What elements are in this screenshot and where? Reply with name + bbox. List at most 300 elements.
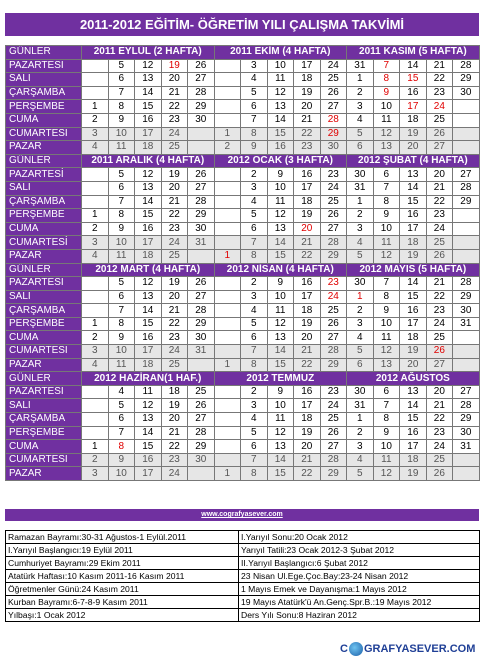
date-cell bbox=[214, 168, 241, 182]
date-cell: 11 bbox=[267, 304, 294, 318]
month-header: 2012 ŞUBAT (4 HAFTA) bbox=[347, 154, 480, 168]
date-cell: 31 bbox=[347, 399, 374, 413]
date-cell: 13 bbox=[373, 141, 400, 155]
date-cell: 7 bbox=[108, 426, 135, 440]
info-row bbox=[6, 596, 480, 609]
date-cell: 7 bbox=[373, 399, 400, 413]
date-cell: 22 bbox=[294, 127, 321, 141]
date-cell: 24 bbox=[320, 59, 347, 73]
day-name: ÇARŞAMBA bbox=[6, 86, 82, 100]
date-cell bbox=[214, 304, 241, 318]
date-cell: 28 bbox=[320, 236, 347, 250]
date-cell: 16 bbox=[267, 141, 294, 155]
date-cell: 14 bbox=[400, 181, 427, 195]
date-cell: 7 bbox=[108, 86, 135, 100]
date-cell: 12 bbox=[373, 345, 400, 359]
date-cell: 16 bbox=[135, 113, 162, 127]
date-cell: 9 bbox=[108, 113, 135, 127]
website-link[interactable]: www.cografyasever.com bbox=[5, 509, 479, 521]
date-cell: 14 bbox=[135, 86, 162, 100]
date-cell: 5 bbox=[241, 317, 268, 331]
date-cell: 13 bbox=[267, 222, 294, 236]
date-cell bbox=[214, 399, 241, 413]
date-cell: 3 bbox=[241, 290, 268, 304]
date-cell bbox=[214, 100, 241, 114]
date-cell: 27 bbox=[320, 222, 347, 236]
date-cell: 13 bbox=[135, 181, 162, 195]
week-day-row bbox=[6, 345, 480, 359]
week-day-row bbox=[6, 467, 480, 481]
date-cell: 9 bbox=[108, 453, 135, 467]
week-day-row bbox=[6, 440, 480, 454]
date-cell: 2 bbox=[347, 426, 374, 440]
date-cell: 2 bbox=[347, 304, 374, 318]
date-cell: 30 bbox=[453, 426, 480, 440]
date-cell: 19 bbox=[400, 249, 427, 263]
info-table bbox=[5, 530, 480, 622]
info-cell: Ramazan Bayramı:30-31 Ağustos-1 Eylül.2011 bbox=[6, 531, 239, 544]
date-cell bbox=[82, 59, 109, 73]
month-header-row bbox=[6, 372, 480, 386]
date-cell bbox=[214, 440, 241, 454]
date-cell: 1 bbox=[214, 358, 241, 372]
day-name: PAZAR bbox=[6, 141, 82, 155]
date-cell bbox=[214, 413, 241, 427]
date-cell: 19 bbox=[294, 209, 321, 223]
date-cell: 18 bbox=[294, 195, 321, 209]
date-cell: 16 bbox=[135, 222, 162, 236]
date-cell: 27 bbox=[426, 141, 453, 155]
info-cell: Öğretmenler Günü:24 Kasım 2011 bbox=[6, 583, 239, 596]
date-cell: 3 bbox=[82, 127, 109, 141]
date-cell: 7 bbox=[108, 195, 135, 209]
date-cell: 28 bbox=[453, 277, 480, 291]
date-cell: 12 bbox=[267, 86, 294, 100]
week-day-row bbox=[6, 222, 480, 236]
date-cell: 11 bbox=[373, 113, 400, 127]
date-cell: 20 bbox=[161, 73, 188, 87]
month-header: 2012 AĞUSTOS bbox=[347, 372, 480, 386]
date-cell: 19 bbox=[161, 399, 188, 413]
date-cell: 2 bbox=[241, 168, 268, 182]
date-cell: 20 bbox=[294, 331, 321, 345]
site-logo bbox=[340, 640, 475, 658]
date-cell: 2 bbox=[82, 453, 109, 467]
date-cell: 28 bbox=[320, 345, 347, 359]
date-cell: 8 bbox=[241, 249, 268, 263]
date-cell: 17 bbox=[400, 100, 427, 114]
date-cell: 20 bbox=[294, 100, 321, 114]
date-cell: 16 bbox=[294, 385, 321, 399]
day-name: SALI bbox=[6, 399, 82, 413]
info-cell: 19 Mayıs Atatürk'ü An.Genç.Spr.B.:19 Mayıs 2012 bbox=[239, 596, 480, 609]
date-cell: 15 bbox=[267, 249, 294, 263]
date-cell: 23 bbox=[320, 277, 347, 291]
date-cell: 12 bbox=[373, 127, 400, 141]
date-cell: 14 bbox=[135, 304, 162, 318]
logo-prefix: C bbox=[340, 643, 348, 655]
date-cell: 5 bbox=[241, 209, 268, 223]
date-cell: 2 bbox=[214, 141, 241, 155]
date-cell: 10 bbox=[267, 181, 294, 195]
date-cell: 23 bbox=[161, 331, 188, 345]
date-cell: 24 bbox=[426, 222, 453, 236]
date-cell: 3 bbox=[347, 100, 374, 114]
date-cell: 14 bbox=[135, 195, 162, 209]
date-cell: 3 bbox=[347, 440, 374, 454]
date-cell: 5 bbox=[108, 277, 135, 291]
week-day-row bbox=[6, 209, 480, 223]
date-cell: 9 bbox=[241, 141, 268, 155]
date-cell: 7 bbox=[241, 453, 268, 467]
date-cell: 1 bbox=[214, 249, 241, 263]
date-cell: 4 bbox=[347, 113, 374, 127]
date-cell: 22 bbox=[426, 290, 453, 304]
date-cell: 20 bbox=[426, 168, 453, 182]
date-cell: 24 bbox=[320, 290, 347, 304]
date-cell: 28 bbox=[453, 181, 480, 195]
date-cell: 4 bbox=[82, 249, 109, 263]
date-cell: 5 bbox=[347, 127, 374, 141]
date-cell: 1 bbox=[214, 467, 241, 481]
date-cell: 14 bbox=[267, 453, 294, 467]
date-cell: 10 bbox=[108, 345, 135, 359]
month-header: 2011 KASIM (5 HAFTA) bbox=[347, 46, 480, 60]
date-cell: 3 bbox=[241, 59, 268, 73]
date-cell: 26 bbox=[320, 209, 347, 223]
date-cell: 9 bbox=[373, 304, 400, 318]
date-cell: 8 bbox=[241, 358, 268, 372]
date-cell: 28 bbox=[453, 399, 480, 413]
date-cell bbox=[82, 86, 109, 100]
date-cell bbox=[453, 209, 480, 223]
info-row bbox=[6, 557, 480, 570]
date-cell: 8 bbox=[373, 73, 400, 87]
date-cell: 29 bbox=[188, 100, 215, 114]
date-cell: 21 bbox=[294, 113, 321, 127]
date-cell: 31 bbox=[453, 440, 480, 454]
date-cell: 23 bbox=[161, 222, 188, 236]
date-cell: 25 bbox=[320, 73, 347, 87]
date-cell: 1 bbox=[347, 290, 374, 304]
date-cell: 11 bbox=[108, 141, 135, 155]
date-cell: 21 bbox=[161, 426, 188, 440]
date-cell: 12 bbox=[267, 426, 294, 440]
week-day-row bbox=[6, 73, 480, 87]
month-header: 2012 HAZİRAN(1 HAF.) bbox=[82, 372, 215, 386]
date-cell: 6 bbox=[108, 73, 135, 87]
date-cell: 23 bbox=[294, 141, 321, 155]
date-cell: 6 bbox=[373, 385, 400, 399]
date-cell: 14 bbox=[135, 426, 162, 440]
date-cell: 16 bbox=[400, 209, 427, 223]
info-cell: I.Yarıyıl Sonu:20 Ocak 2012 bbox=[239, 531, 480, 544]
date-cell: 16 bbox=[294, 168, 321, 182]
date-cell: 7 bbox=[108, 304, 135, 318]
month-header: 2012 MART (4 HAFTA) bbox=[82, 263, 215, 277]
date-cell: 10 bbox=[108, 467, 135, 481]
date-cell bbox=[214, 345, 241, 359]
date-cell: 19 bbox=[400, 345, 427, 359]
date-cell bbox=[453, 249, 480, 263]
info-cell: Yılbaşı:1 Ocak 2012 bbox=[6, 609, 239, 622]
week-day-row bbox=[6, 86, 480, 100]
date-cell bbox=[453, 358, 480, 372]
date-cell: 1 bbox=[82, 440, 109, 454]
month-header-row bbox=[6, 154, 480, 168]
date-cell: 14 bbox=[400, 399, 427, 413]
date-cell: 25 bbox=[426, 113, 453, 127]
date-cell: 27 bbox=[320, 100, 347, 114]
date-cell: 11 bbox=[108, 358, 135, 372]
date-cell bbox=[453, 236, 480, 250]
date-cell: 27 bbox=[188, 413, 215, 427]
date-cell: 3 bbox=[82, 236, 109, 250]
date-cell bbox=[82, 181, 109, 195]
date-cell: 9 bbox=[267, 385, 294, 399]
date-cell: 12 bbox=[267, 209, 294, 223]
date-cell: 1 bbox=[347, 73, 374, 87]
date-cell: 14 bbox=[400, 59, 427, 73]
date-cell: 13 bbox=[373, 358, 400, 372]
date-cell: 6 bbox=[347, 358, 374, 372]
date-cell: 25 bbox=[426, 453, 453, 467]
date-cell: 3 bbox=[241, 181, 268, 195]
date-cell: 20 bbox=[400, 358, 427, 372]
day-name: PERŞEMBE bbox=[6, 317, 82, 331]
date-cell: 9 bbox=[108, 222, 135, 236]
date-cell: 27 bbox=[320, 440, 347, 454]
date-cell: 24 bbox=[426, 317, 453, 331]
date-cell: 21 bbox=[426, 277, 453, 291]
date-cell: 21 bbox=[161, 195, 188, 209]
gunler-label: GÜNLER bbox=[6, 154, 82, 168]
info-cell: II.Yarıyıl Başlangıcı:6 Şubat 2012 bbox=[239, 557, 480, 570]
date-cell: 6 bbox=[241, 440, 268, 454]
week-day-row bbox=[6, 195, 480, 209]
week-day-row bbox=[6, 100, 480, 114]
date-cell: 15 bbox=[400, 195, 427, 209]
date-cell: 23 bbox=[426, 426, 453, 440]
date-cell: 6 bbox=[108, 413, 135, 427]
date-cell: 26 bbox=[320, 426, 347, 440]
date-cell: 15 bbox=[400, 290, 427, 304]
date-cell: 19 bbox=[294, 317, 321, 331]
date-cell: 24 bbox=[161, 345, 188, 359]
date-cell: 7 bbox=[241, 113, 268, 127]
date-cell bbox=[453, 467, 480, 481]
info-cell: I.Yarıyıl Başlangıcı:19 Eylül 2011 bbox=[6, 544, 239, 557]
info-cell: 1 Mayıs Emek ve Dayanışma:1 Mayıs 2012 bbox=[239, 583, 480, 596]
date-cell: 22 bbox=[426, 195, 453, 209]
date-cell: 25 bbox=[161, 249, 188, 263]
date-cell bbox=[82, 73, 109, 87]
date-cell bbox=[453, 453, 480, 467]
date-cell bbox=[188, 249, 215, 263]
date-cell: 9 bbox=[373, 209, 400, 223]
date-cell: 19 bbox=[161, 277, 188, 291]
info-row bbox=[6, 570, 480, 583]
date-cell: 25 bbox=[320, 304, 347, 318]
week-day-row bbox=[6, 413, 480, 427]
date-cell: 20 bbox=[161, 413, 188, 427]
date-cell: 3 bbox=[82, 345, 109, 359]
date-cell: 17 bbox=[135, 236, 162, 250]
month-header: 2011 EYLÜL (2 HAFTA) bbox=[82, 46, 215, 60]
week-day-row bbox=[6, 317, 480, 331]
date-cell: 18 bbox=[294, 73, 321, 87]
date-cell: 14 bbox=[267, 345, 294, 359]
date-cell bbox=[214, 209, 241, 223]
date-cell: 23 bbox=[426, 304, 453, 318]
date-cell: 5 bbox=[241, 426, 268, 440]
date-cell: 6 bbox=[241, 222, 268, 236]
date-cell: 17 bbox=[400, 440, 427, 454]
date-cell bbox=[214, 59, 241, 73]
day-name: CUMA bbox=[6, 113, 82, 127]
date-cell: 4 bbox=[347, 331, 374, 345]
date-cell: 26 bbox=[426, 127, 453, 141]
date-cell bbox=[188, 127, 215, 141]
date-cell: 18 bbox=[135, 141, 162, 155]
date-cell bbox=[82, 399, 109, 413]
week-day-row bbox=[6, 277, 480, 291]
date-cell: 4 bbox=[347, 453, 374, 467]
date-cell: 20 bbox=[294, 440, 321, 454]
date-cell: 18 bbox=[294, 413, 321, 427]
date-cell: 17 bbox=[135, 467, 162, 481]
day-name: CUMARTESİ bbox=[6, 236, 82, 250]
day-name: ÇARŞAMBA bbox=[6, 413, 82, 427]
date-cell: 27 bbox=[188, 73, 215, 87]
date-cell: 12 bbox=[135, 399, 162, 413]
date-cell: 4 bbox=[108, 385, 135, 399]
date-cell: 22 bbox=[426, 73, 453, 87]
date-cell bbox=[214, 317, 241, 331]
date-cell: 13 bbox=[400, 385, 427, 399]
date-cell: 20 bbox=[400, 141, 427, 155]
date-cell: 15 bbox=[267, 358, 294, 372]
month-header: 2012 TEMMUZ bbox=[214, 372, 347, 386]
date-cell: 18 bbox=[400, 236, 427, 250]
date-cell: 10 bbox=[373, 440, 400, 454]
info-row bbox=[6, 609, 480, 622]
month-header-row bbox=[6, 263, 480, 277]
week-day-row bbox=[6, 236, 480, 250]
date-cell: 30 bbox=[453, 86, 480, 100]
day-name: PAZARTESİ bbox=[6, 59, 82, 73]
date-cell: 17 bbox=[135, 127, 162, 141]
date-cell: 18 bbox=[294, 304, 321, 318]
week-day-row bbox=[6, 453, 480, 467]
date-cell: 19 bbox=[161, 59, 188, 73]
info-cell: Ders Yılı Sonu:8 Haziran 2012 bbox=[239, 609, 480, 622]
date-cell: 17 bbox=[294, 181, 321, 195]
date-cell: 22 bbox=[294, 249, 321, 263]
date-cell: 28 bbox=[188, 304, 215, 318]
date-cell: 6 bbox=[241, 100, 268, 114]
date-cell: 21 bbox=[294, 345, 321, 359]
date-cell: 28 bbox=[320, 113, 347, 127]
date-cell: 11 bbox=[373, 236, 400, 250]
date-cell: 14 bbox=[267, 236, 294, 250]
info-cell: Atatürk Haftası:10 Kasım 2011-16 Kasım 2011 bbox=[6, 570, 239, 583]
date-cell: 27 bbox=[453, 385, 480, 399]
date-cell: 26 bbox=[426, 345, 453, 359]
date-cell bbox=[188, 141, 215, 155]
date-cell: 16 bbox=[400, 86, 427, 100]
date-cell: 20 bbox=[161, 290, 188, 304]
date-cell: 9 bbox=[267, 277, 294, 291]
date-cell: 15 bbox=[135, 209, 162, 223]
week-day-row bbox=[6, 331, 480, 345]
date-cell: 8 bbox=[241, 127, 268, 141]
date-cell bbox=[82, 290, 109, 304]
date-cell: 13 bbox=[267, 440, 294, 454]
date-cell: 5 bbox=[108, 59, 135, 73]
week-day-row bbox=[6, 59, 480, 73]
date-cell: 24 bbox=[161, 127, 188, 141]
date-cell: 12 bbox=[373, 467, 400, 481]
date-cell bbox=[214, 290, 241, 304]
date-cell: 3 bbox=[347, 317, 374, 331]
date-cell bbox=[214, 277, 241, 291]
info-cell: 23 Nisan Ul.Ege.Çoc.Bay:23-24 Nisan 2012 bbox=[239, 570, 480, 583]
date-cell: 5 bbox=[347, 345, 374, 359]
date-cell: 27 bbox=[426, 358, 453, 372]
date-cell: 5 bbox=[347, 249, 374, 263]
date-cell: 17 bbox=[400, 317, 427, 331]
date-cell: 15 bbox=[135, 440, 162, 454]
date-cell bbox=[188, 467, 215, 481]
date-cell: 11 bbox=[267, 195, 294, 209]
date-cell: 8 bbox=[373, 290, 400, 304]
date-cell: 6 bbox=[241, 331, 268, 345]
date-cell: 16 bbox=[400, 304, 427, 318]
date-cell bbox=[453, 141, 480, 155]
date-cell: 23 bbox=[426, 209, 453, 223]
date-cell bbox=[82, 426, 109, 440]
date-cell: 23 bbox=[320, 385, 347, 399]
date-cell: 12 bbox=[135, 59, 162, 73]
date-cell: 7 bbox=[241, 345, 268, 359]
date-cell: 9 bbox=[267, 168, 294, 182]
date-cell: 13 bbox=[400, 168, 427, 182]
date-cell bbox=[82, 195, 109, 209]
date-cell: 19 bbox=[400, 467, 427, 481]
date-cell: 29 bbox=[188, 317, 215, 331]
date-cell: 22 bbox=[294, 358, 321, 372]
date-cell: 4 bbox=[82, 141, 109, 155]
date-cell: 15 bbox=[135, 317, 162, 331]
date-cell: 6 bbox=[108, 290, 135, 304]
date-cell: 4 bbox=[82, 358, 109, 372]
date-cell: 18 bbox=[135, 358, 162, 372]
date-cell: 8 bbox=[108, 317, 135, 331]
date-cell: 16 bbox=[400, 426, 427, 440]
week-day-row bbox=[6, 113, 480, 127]
date-cell: 22 bbox=[426, 413, 453, 427]
week-day-row bbox=[6, 385, 480, 399]
logo-text: GRAFYASEVER.COM bbox=[363, 643, 476, 655]
day-name: PAZARTESİ bbox=[6, 277, 82, 291]
info-row bbox=[6, 544, 480, 557]
date-cell: 22 bbox=[161, 440, 188, 454]
date-cell: 5 bbox=[241, 86, 268, 100]
date-cell: 20 bbox=[161, 181, 188, 195]
date-cell: 29 bbox=[453, 195, 480, 209]
date-cell: 31 bbox=[347, 59, 374, 73]
